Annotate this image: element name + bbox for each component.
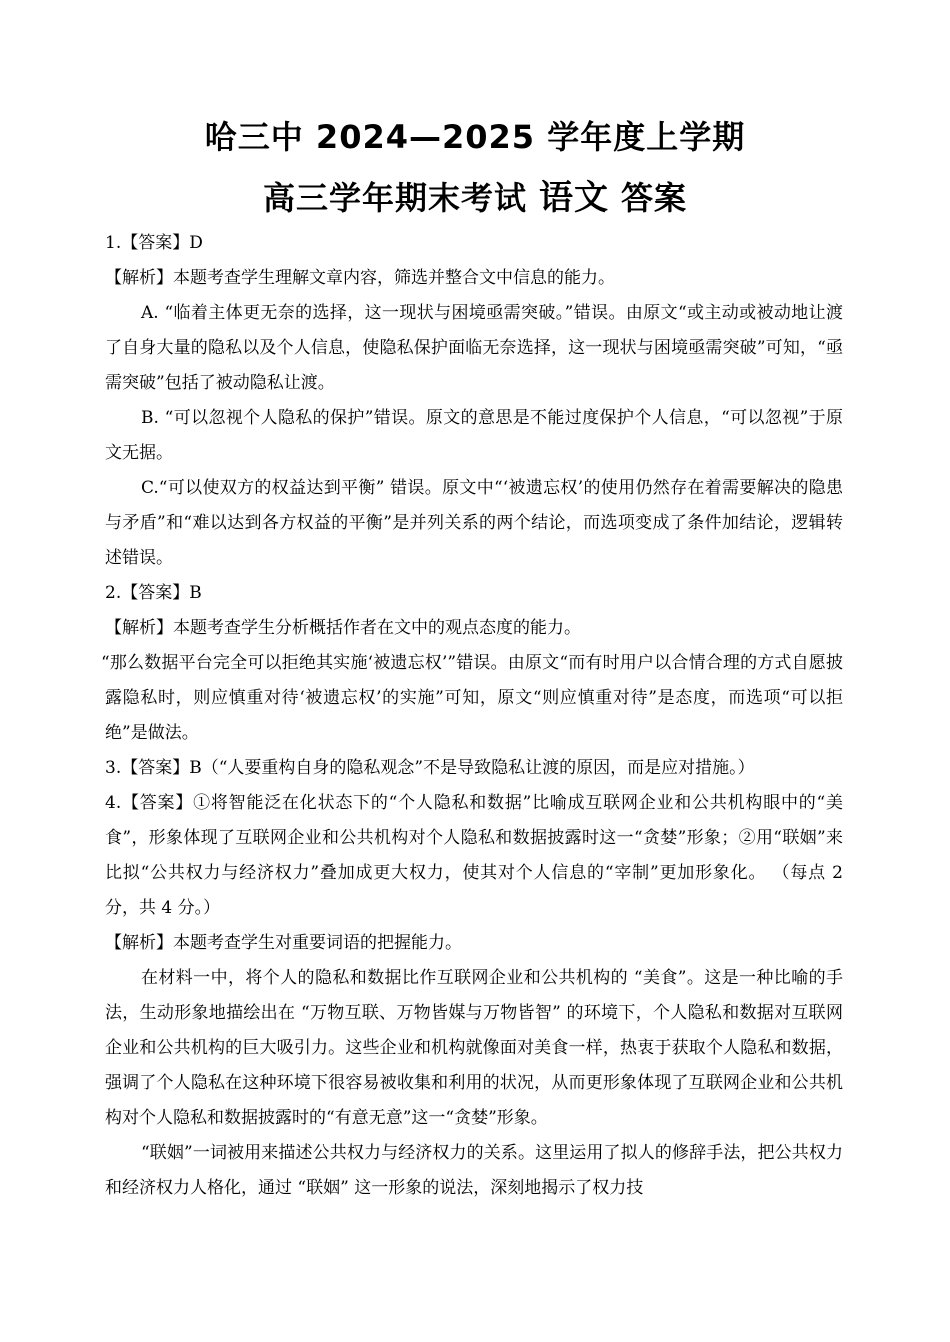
exam-subject: 语文 bbox=[539, 178, 609, 218]
answer-body bbox=[101, 226, 843, 1206]
exam-title-line1: 哈三中 2024—2025 学年度上学期 bbox=[204, 118, 746, 156]
q4-analysis: 【解析】本题考查学生对重要词语的把握能力。 bbox=[105, 933, 462, 953]
q1-answer: 1.【答案】D bbox=[105, 233, 203, 253]
exam-title-answer: 答案 bbox=[621, 179, 688, 217]
q2-explanation: “那么数据平台完全可以拒绝其实施‘被遗忘权’”错误。由原文“而有时用户以合情合理的方式自愿披露隐私时，则应慎重对待‘被遗忘权’的实施”可知，原文“则应慎重对待”是态度，而选项“可以拒绝”是做法。 bbox=[101, 653, 843, 743]
exam-title-name: 高三学年期末考试 bbox=[262, 179, 527, 217]
q1-option-a: A. “临着主体更无奈的选择，这一现状与困境亟需突破。”错误。由原文“或主动或被动地让渡了自身大量的隐私以及个人信息，使隐私保护面临无奈选择，这一现状与困境亟需突破”可知，“亟需突破”包括了被动隐私让渡。 bbox=[105, 303, 843, 393]
q2-answer: 2.【答案】B bbox=[105, 583, 202, 603]
q1-option-b: B. “可以忽视个人隐私的保护”错误。原文的意思是不能过度保护个人信息，“可以忽视”于原文无据。 bbox=[105, 408, 843, 463]
q4-paragraph-2: “联姻”一词被用来描述公共权力与经济权力的关系。这里运用了拟人的修辞手法，把公共权力和经济权力人格化，通过 “联姻” 这一形象的说法，深刻地揭示了权力技 bbox=[105, 1143, 843, 1198]
q1-option-c: C.“可以使双方的权益达到平衡” 错误。原文中“‘被遗忘权’的使用仍然存在着需要解决的隐患与矛盾”和“难以达到各方权益的平衡”是并列关系的两个结论，而选项变成了条件加结论，逻辑转述错误。 bbox=[105, 478, 843, 568]
q2-analysis: 【解析】本题考查学生分析概括作者在文中的观点态度的能力。 bbox=[105, 618, 581, 638]
exam-title-line2 bbox=[0, 170, 950, 219]
q1-analysis: 【解析】本题考查学生理解文章内容，筛选并整合文中信息的能力。 bbox=[105, 268, 615, 288]
q3-answer: 3.【答案】B（“人要重构自身的隐私观念”不是导致隐私让渡的原因，而是应对措施。） bbox=[105, 758, 755, 778]
q4-answer: 4.【答案】①将智能泛在化状态下的“个人隐私和数据”比喻成互联网企业和公共机构眼中的“美食”，形象体现了互联网企业和公共机构对个人隐私和数据披露时这一“贪婪”形象；②用“联姻”来比拟“公共权力与经济权力”叠加成更大权力，使其对个人信息的“宰制”更加形象化。 （每点 2 分，共 4 分。） bbox=[105, 793, 843, 918]
q4-paragraph-1: 在材料一中，将个人的隐私和数据比作互联网企业和公共机构的 “美食”。这是一种比喻的手法，生动形象地描绘出在 “万物互联、万物皆媒与万物皆智” 的环境下，个人隐私和数据对互联网企业和公共机构的巨大吸引力。这些企业和机构就像面对美食一样，热衷于获取个人隐私和数据，强调了个人隐私在这种环境下很容易被收集和利用的状况，从而更形象体现了互联网企业和公共机构对个人隐私和数据披露时的“有意无意”这一“贪婪”形象。 bbox=[105, 968, 843, 1128]
